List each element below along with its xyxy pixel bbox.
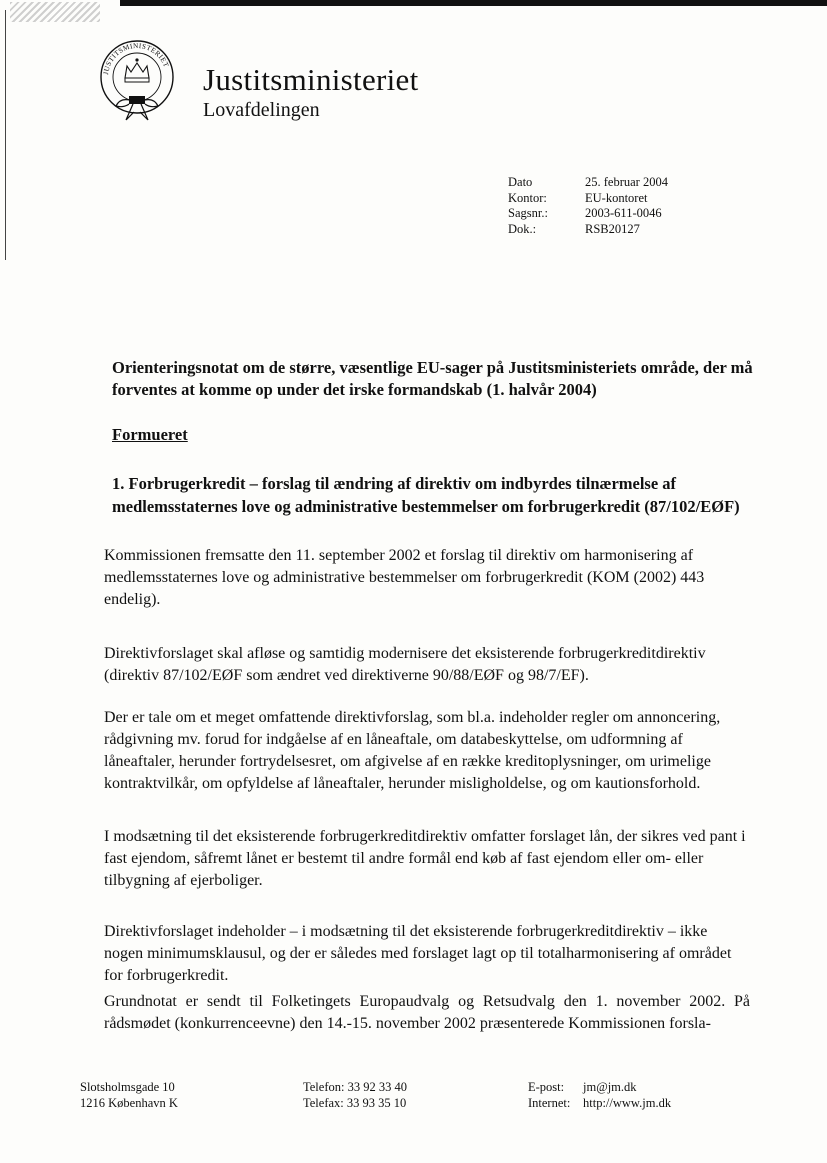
item-heading: 1. Forbrugerkredit – forslag til ændring af direktiv om indbyrdes tilnærmelse af medlemsstaternes love og administrative bestemmelser om forbrugerkredit (87/102/EØF) bbox=[112, 474, 740, 516]
paragraph: Kommissionen fremsatte den 11. september 2002 et forslag til direktiv om harmonisering af medlemsstaternes love og administrative bestemmelser om forbrugerkredit (KOM (2002) 443 endelig). bbox=[104, 547, 705, 608]
meta-row-office bbox=[508, 191, 668, 207]
internet-label: Internet: bbox=[528, 1096, 571, 1110]
scan-border-left bbox=[5, 10, 6, 260]
meta-label: Dok.: bbox=[508, 221, 537, 236]
paragraph: I modsætning til det eksisterende forbrugerkreditdirektiv omfatter forslaget lån, der sikres ved pant i fast ejendom, såfremt lånet er bestemt til andre formål end køb af fast ejendom eller om- eller tilbygning af ejerboliger. bbox=[104, 828, 746, 889]
phone-number: Telefon: 33 92 33 40 bbox=[303, 1080, 407, 1094]
footer-phone bbox=[303, 1079, 407, 1111]
meta-value: 2003-611-0046 bbox=[585, 206, 662, 220]
footer-address bbox=[80, 1079, 178, 1111]
website-link[interactable]: http://www.jm.dk bbox=[583, 1096, 672, 1110]
address-street: Slotsholmsgade 10 bbox=[80, 1080, 175, 1094]
scan-corner-artifact bbox=[10, 2, 100, 22]
scan-border-top bbox=[120, 0, 827, 6]
meta-value: 25. februar 2004 bbox=[585, 175, 668, 189]
svg-text:JUSTITSMINISTERIET: JUSTITSMINISTERIET bbox=[102, 41, 171, 76]
meta-value: EU-kontoret bbox=[585, 190, 648, 205]
fax-number: Telefax: 33 93 35 10 bbox=[303, 1096, 407, 1110]
ministry-seal-logo bbox=[98, 38, 176, 124]
document-metadata bbox=[508, 175, 668, 237]
meta-label: Sagsnr.: bbox=[508, 206, 548, 220]
paragraph: Direktivforslaget indeholder – i modsætning til det eksisterende forbrugerkreditdirektiv – ikke nogen minimumsklausul, og der er således med forslaget lagt op til totalharmonisering af området for forbrugerkredit. bbox=[104, 923, 732, 984]
paragraph: Direktivforslaget skal afløse og samtidig modernisere det eksisterende forbrugerkreditdirektiv (direktiv 87/102/EØF som ændret ved direktiverne 90/88/EØF og 98/7/EF). bbox=[104, 645, 706, 684]
org-name: Justitsministeriet bbox=[203, 62, 419, 97]
email-link[interactable]: jm@jm.dk bbox=[583, 1080, 637, 1094]
paragraph: Grundnotat er sendt til Folketingets Europaudvalg og Retsudvalg den 1. november 2002. På rådsmødet (konkurrenceevne) den 14.-15. november 2002 præsenterede Kommissionen forsla- bbox=[104, 993, 750, 1032]
internet-row bbox=[528, 1095, 671, 1111]
meta-label: Kontor: bbox=[508, 190, 547, 205]
meta-row-date bbox=[508, 175, 668, 191]
email-label: E-post: bbox=[528, 1080, 565, 1094]
meta-value: RSB20127 bbox=[585, 221, 640, 236]
department-name: Lovafdelingen bbox=[203, 99, 320, 121]
email-row bbox=[528, 1079, 671, 1095]
section-heading: Formueret bbox=[112, 425, 188, 444]
document-title: Orienteringsnotat om de større, væsentlige EU-sager på Justitsministeriets område, der må forventes at komme op under det irske formandskab (1. halvår 2004) bbox=[112, 358, 753, 399]
footer-contact bbox=[528, 1079, 671, 1111]
meta-row-document bbox=[508, 222, 668, 238]
meta-label: Dato bbox=[508, 175, 533, 189]
paragraph: Der er tale om et meget omfattende direktivforslag, som bl.a. indeholder regler om annoncering, rådgivning mv. forud for indgåelse af en låneaftale, om databeskyttelse, om udformning af låneaftaler, herunder fortrydelsesret, om afgivelse af en række kreditoplysninger, om urimelige kontraktvilkår, om opfyldelse af låneaftaler, herunder misligholdelse, og om kautionsforhold. bbox=[104, 709, 721, 792]
address-city: 1216 København K bbox=[80, 1096, 178, 1110]
meta-row-case-number bbox=[508, 206, 668, 222]
